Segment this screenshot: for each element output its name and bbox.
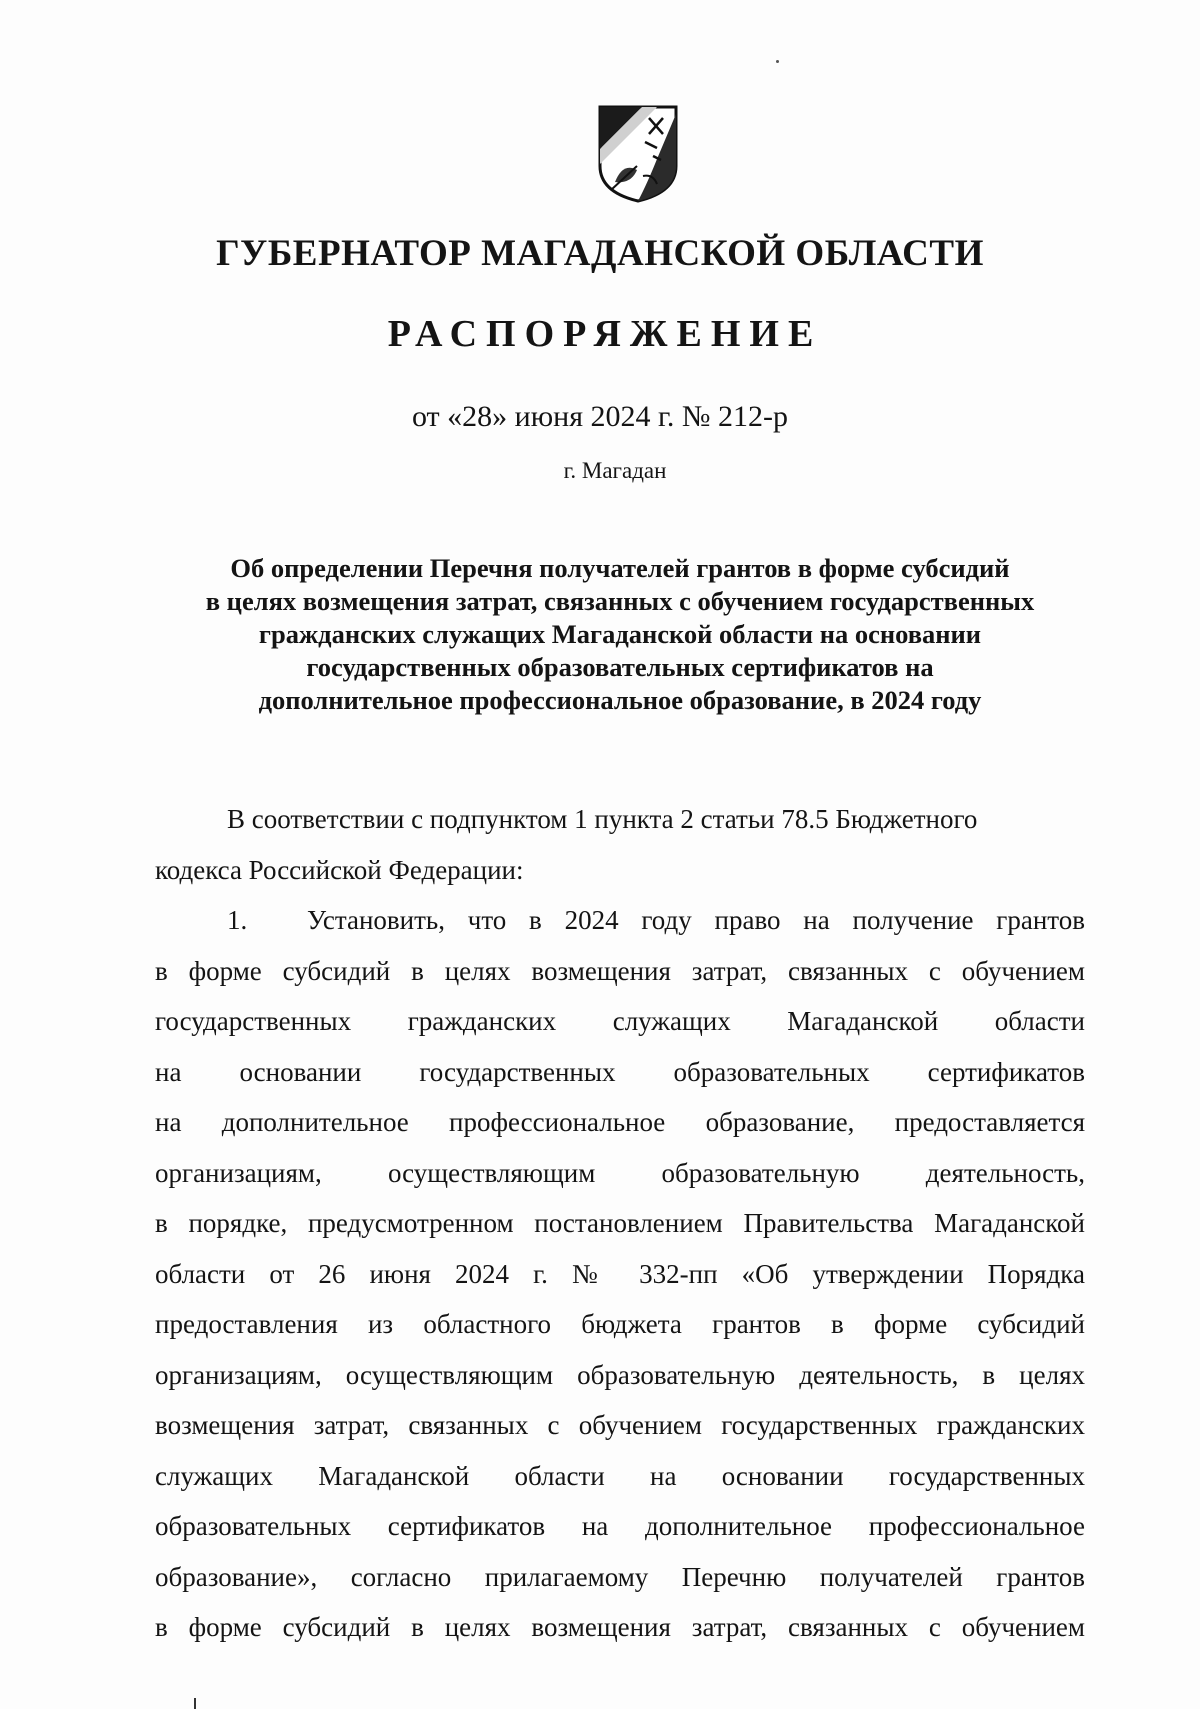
subject-line: гражданских служащих Магаданской области на основании	[258, 619, 982, 649]
body-line	[155, 1451, 1085, 1502]
body-line-text: организациям, осуществляющим образовательную деятельность, в целях	[155, 1359, 1085, 1390]
body-line-text: в порядке, предусмотренном постановлением Правительства Магаданской	[155, 1208, 1085, 1238]
document-date-number: от «28» июня 2024 г. № 212-р	[411, 400, 789, 433]
item-number: 1.	[227, 905, 248, 935]
body-line-text: возмещения затрат, связанных с обучением государственных гражданских	[155, 1410, 1085, 1440]
body-line	[155, 1299, 1085, 1350]
body-line-text: организациям, осуществляющим образовательную деятельность,	[155, 1157, 1085, 1188]
body-line	[155, 946, 1085, 997]
body-line: В соответствии с подпунктом 1 пункта 2 статьи 78.5 Бюджетного	[227, 804, 978, 834]
body-line	[155, 1552, 1085, 1603]
body-line-text: области от 26 июня 2024 г. № 332-пп «Об утверждении Порядка	[155, 1258, 1085, 1289]
scan-mark	[194, 1698, 196, 1709]
body-line	[155, 1097, 1085, 1148]
body-line: кодекса Российской Федерации:	[155, 854, 524, 885]
body-line-text: предоставления из областного бюджета грантов в форме субсидий	[155, 1309, 1085, 1339]
body-line-text: служащих Магаданской области на основании государственных	[155, 1460, 1085, 1491]
body-line	[155, 1602, 1085, 1653]
body-line-item	[155, 895, 1085, 946]
body-line-text: на дополнительное профессиональное образование, предоставляется	[155, 1107, 1085, 1137]
document-city: г. Магадан	[563, 458, 667, 483]
scan-speck	[776, 60, 779, 63]
subject-line: дополнительное профессиональное образование, в 2024 году	[258, 685, 982, 715]
body-line	[155, 1501, 1085, 1552]
body-line	[155, 1148, 1085, 1199]
subject-line: Об определении Перечня получателей грантов в форме субсидий	[230, 553, 1010, 583]
document-subject	[140, 552, 1100, 717]
document-body	[155, 794, 1085, 1653]
body-line	[155, 996, 1085, 1047]
body-line-text: на основании государственных образовательных сертификатов	[155, 1056, 1085, 1087]
body-line	[155, 1047, 1085, 1098]
body-line-text: в форме субсидий в целях возмещения затрат, связанных с обучением	[155, 955, 1085, 986]
body-line	[155, 1198, 1085, 1249]
body-line-text: государственных гражданских служащих Магаданской области	[155, 1006, 1085, 1036]
issuing-authority: ГУБЕРНАТОР МАГАДАНСКОЙ ОБЛАСТИ	[216, 233, 984, 274]
document-type: РАСПОРЯЖЕНИЕ	[387, 313, 823, 355]
body-line-text: образование», согласно прилагаемому Перечню получателей грантов	[155, 1561, 1085, 1592]
body-line-text: образовательных сертификатов на дополнительное профессиональное	[155, 1511, 1085, 1541]
body-line	[155, 1249, 1085, 1300]
body-line-text: в форме субсидий в целях возмещения затрат, связанных с обучением	[155, 1612, 1085, 1642]
subject-line: государственных образовательных сертификатов на	[306, 652, 934, 682]
coat-of-arms-emblem	[597, 104, 679, 204]
item-text: Установить, что в 2024 году право на получение грантов	[307, 905, 1085, 935]
body-line	[155, 1350, 1085, 1401]
body-line	[155, 1400, 1085, 1451]
subject-line: в целях возмещения затрат, связанных с обучением государственных	[205, 586, 1035, 616]
